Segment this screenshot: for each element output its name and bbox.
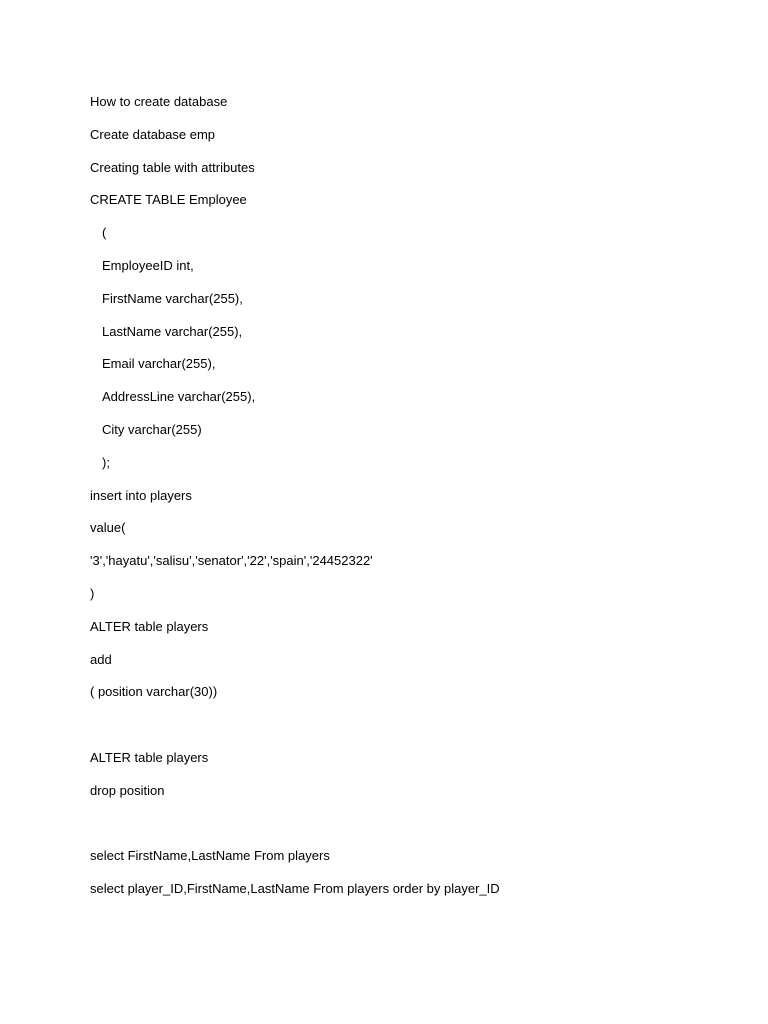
blank-line [90,814,730,847]
blank-line [90,715,730,748]
text-line: ALTER table players [90,618,209,634]
text-line: select FirstName,LastName From players [90,848,330,864]
text-line: add [90,651,112,667]
text-line: value( [90,520,126,536]
text-line: ) [90,585,95,601]
document-body [90,92,730,912]
text-line: ); [102,454,110,470]
text-line: EmployeeID int, [102,257,194,273]
text-line: insert into players [90,487,192,503]
text-line: ( [102,225,107,241]
text-line: FirstName varchar(255), [102,290,243,306]
text-line: drop position [90,782,165,798]
text-line: select player_ID,FirstName,LastName From players order by player_ID [90,881,500,897]
text-line: '3','hayatu','salisu','senator','22','spain','24452322' [90,553,373,569]
text-line: AddressLine varchar(255), [102,389,256,405]
text-line: Create database emp [90,126,216,142]
text-line: LastName varchar(255), [102,323,243,339]
text-line: CREATE TABLE Employee [90,192,247,208]
text-line: How to create database [90,94,228,109]
text-line: ( position varchar(30)) [90,684,218,700]
text-line: Creating table with attributes [90,159,255,175]
text-line: City varchar(255) [102,421,202,437]
text-line: ALTER table players [90,749,209,765]
text-line: Email varchar(255), [102,356,216,372]
